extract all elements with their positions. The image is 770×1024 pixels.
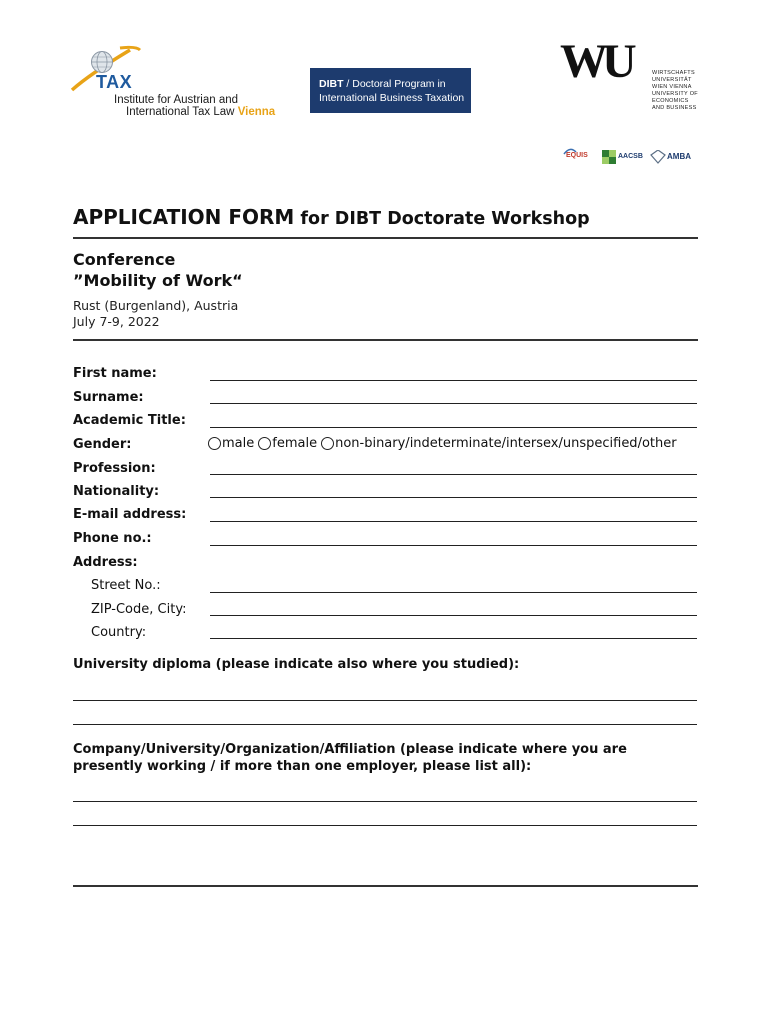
gender-other-radio[interactable] — [321, 437, 334, 450]
street-label: Street No.: — [91, 578, 161, 593]
wu-text-line: AND BUSINESS — [652, 105, 697, 111]
dibt-program-logo — [310, 68, 471, 113]
gender-option-other[interactable] — [321, 436, 677, 451]
tax-logo-vienna: Vienna — [237, 106, 276, 118]
aacsb-label: AACSB — [618, 153, 643, 160]
gender-male-radio[interactable] — [208, 437, 221, 450]
conference-label: Conference — [73, 250, 176, 269]
gender-male-label: male — [222, 436, 255, 451]
profession-field[interactable] — [210, 474, 697, 475]
aacsb-accreditation-logo — [602, 146, 644, 168]
conference-dates: July 7-9, 2022 — [73, 314, 160, 329]
gender-female-radio[interactable] — [258, 437, 271, 450]
first-name-field[interactable] — [210, 380, 697, 381]
equis-label: EQUIS — [566, 152, 588, 159]
address-label: Address: — [73, 555, 138, 570]
phone-field[interactable] — [210, 545, 697, 546]
academic-title-label: Academic Title: — [73, 413, 186, 428]
gender-option-female[interactable] — [258, 436, 317, 451]
amba-label: AMBA — [667, 152, 691, 161]
diploma-field-line-2[interactable] — [73, 724, 697, 725]
wu-text-line: UNIVERSITY OF — [652, 91, 698, 97]
academic-title-field[interactable] — [210, 427, 697, 428]
surname-label: Surname: — [73, 390, 144, 405]
gender-label: Gender: — [73, 437, 132, 452]
equis-accreditation-logo — [560, 146, 598, 168]
wu-text-line: ECONOMICS — [652, 98, 689, 104]
globe-icon — [90, 50, 114, 74]
zip-city-label: ZIP-Code, City: — [91, 602, 187, 617]
street-field[interactable] — [210, 592, 697, 593]
country-field[interactable] — [210, 638, 697, 639]
dibt-logo-line-1 — [319, 77, 471, 91]
title-divider — [73, 237, 698, 239]
dibt-logo-line-2: International Business Taxation — [319, 92, 465, 104]
dibt-logo-line-1-rest: / Doctoral Program in — [343, 78, 446, 90]
tax-logo-word: TAX — [96, 72, 133, 92]
zip-city-field[interactable] — [210, 615, 697, 616]
country-label: Country: — [91, 625, 147, 640]
diploma-prompt: University diploma (please indicate also where you studied): — [73, 657, 520, 672]
wu-text-line: UNIVERSITÄT — [652, 77, 692, 83]
profession-label: Profession: — [73, 461, 156, 476]
nationality-label: Nationality: — [73, 484, 160, 499]
gender-female-label: female — [272, 436, 318, 451]
form-title-rest: for DIBT Doctorate Workshop — [294, 209, 590, 229]
aacsb-square-icon — [602, 150, 616, 164]
header-divider — [73, 339, 698, 341]
footer-divider — [73, 885, 698, 887]
form-title — [73, 205, 590, 229]
form-title-main: APPLICATION FORM — [73, 205, 295, 229]
wu-logo-text — [652, 70, 712, 112]
wu-text-line: WIEN VIENNA — [652, 84, 692, 90]
conference-title: ”Mobility of Work“ — [73, 271, 243, 290]
gender-option-male[interactable] — [208, 436, 254, 451]
tax-logo-line-2-text: International Tax Law — [126, 106, 235, 118]
amba-diamond-icon — [650, 150, 666, 164]
wu-logo-mark: WU — [560, 35, 631, 88]
email-label: E-mail address: — [73, 507, 187, 522]
amba-accreditation-logo — [650, 146, 696, 168]
dibt-logo-acronym: DIBT — [319, 78, 344, 90]
conference-location: Rust (Burgenland), Austria — [73, 298, 239, 313]
first-name-label: First name: — [73, 366, 157, 381]
tax-institute-logo — [70, 44, 276, 118]
gender-options — [208, 436, 681, 451]
wu-text-line: WIRTSCHAFTS — [652, 70, 695, 76]
tax-logo-line-1: Institute for Austrian and — [114, 94, 239, 106]
diploma-field-line-1[interactable] — [73, 700, 697, 701]
affiliation-field-line-1[interactable] — [73, 801, 697, 802]
nationality-field[interactable] — [210, 497, 697, 498]
tax-logo-line-2 — [126, 106, 275, 118]
affiliation-field-line-2[interactable] — [73, 825, 697, 826]
surname-field[interactable] — [210, 403, 697, 404]
phone-label: Phone no.: — [73, 531, 152, 546]
email-field[interactable] — [210, 521, 697, 522]
gender-other-label: non-binary/indeterminate/intersex/unspecified/other — [335, 436, 677, 451]
affiliation-prompt: Company/University/Organization/Affiliation (please indicate where you are presently working / if more than one employer, please list all): — [73, 742, 627, 774]
